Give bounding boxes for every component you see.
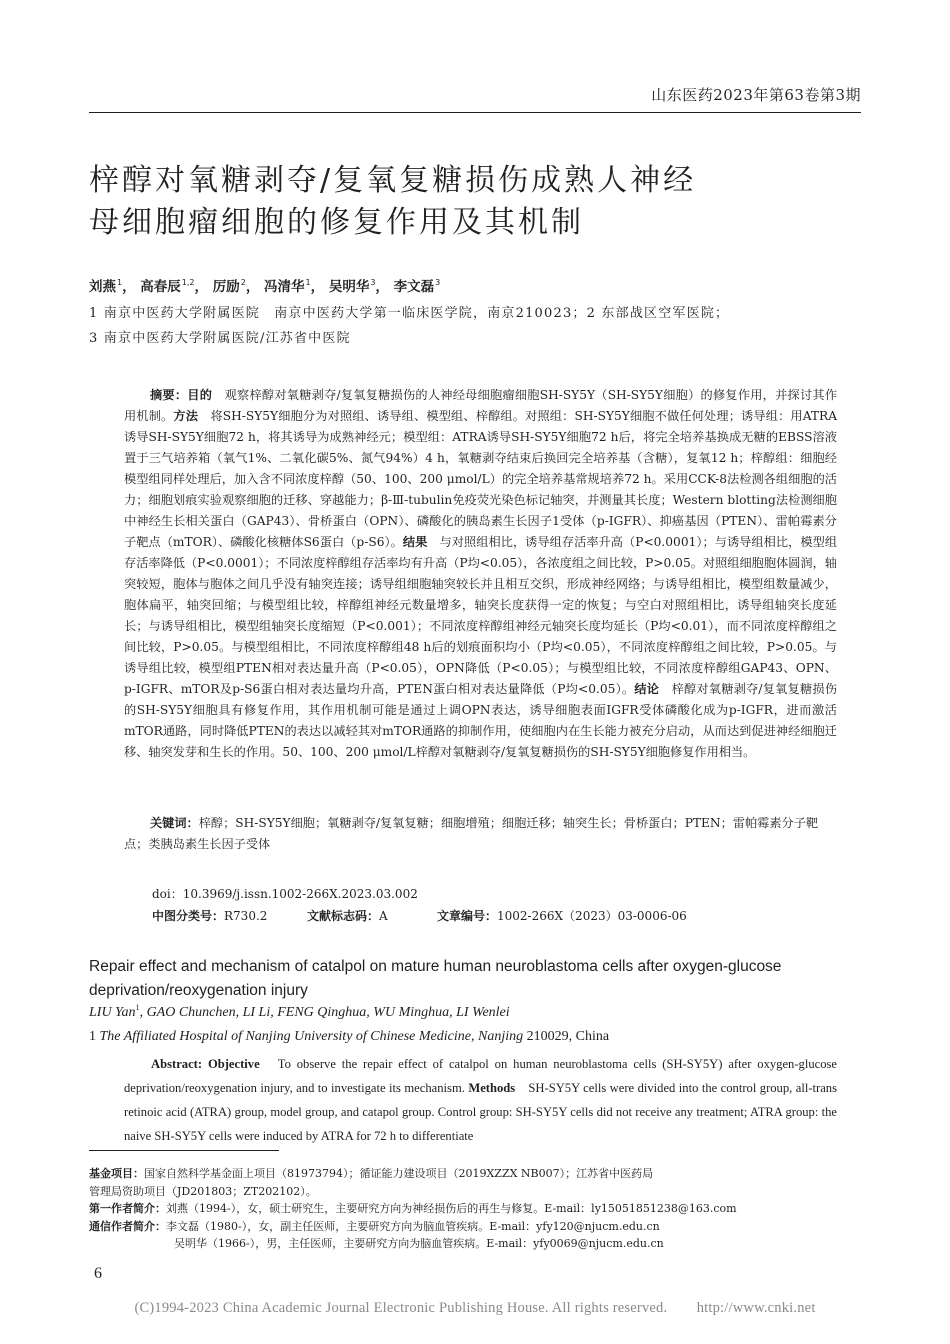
corresponding-author-note xyxy=(89,1218,789,1236)
author-sep: ， xyxy=(245,279,260,295)
document-code xyxy=(307,907,437,924)
first-author-label: 第一作者简介： xyxy=(89,1202,166,1215)
title-line-1: 梓醇对氧糖剥夺/复氧复糖损伤成熟人神经 xyxy=(89,163,697,198)
objective-en-text: To observe the repair effect of catalpol on human neuroblastoma cells (SH-SY5Y) after oxygen-glucose deprivation/reoxygenation injury, and to investigate its mechanism. xyxy=(124,1057,838,1095)
author-sep: ， xyxy=(375,279,389,295)
author-sep: , xyxy=(366,1005,374,1020)
methods-label: 方法 xyxy=(173,409,199,423)
doi: doi：10.3969/j.issn.1002-266X.2023.03.002 xyxy=(152,887,418,901)
author-name: 冯清华 xyxy=(264,279,305,295)
first-author-note xyxy=(89,1200,789,1218)
affiliation-line-1: 1 南京中医药大学附属医院 南京中医药大学第一临床医学院，南京210023；2 东部战区空军医院； xyxy=(89,306,730,321)
author-sep: ， xyxy=(194,279,209,295)
fund-note xyxy=(89,1165,789,1183)
conclusion-label: 结论 xyxy=(634,682,660,696)
copyright-watermark: (C)1994-2023 China Academic Journal Electronic Publishing House. All rights reserved. http://www.cnki.net xyxy=(134,1300,816,1316)
article-number xyxy=(437,907,687,924)
author-name-en: LIU Yan xyxy=(89,1005,136,1020)
article-number-value: 1002-266X（2023）03-0006-06 xyxy=(497,909,687,923)
author-sep: , xyxy=(235,1005,243,1020)
methods-en-text: SH-SY5Y cells were divided into the control group, all-trans retinoic acid (ATRA) group, model group, and catapol group. Control group: SH-SY5Y cells did not receive any treatment; ATRA group: the naive SH-SY5Y cells were induced by ATRA for 72 h to differentiate xyxy=(124,1081,838,1143)
abstract-en-paragraph xyxy=(124,1052,837,1148)
author-affil-sup: 2 xyxy=(240,278,246,287)
corresponding-text-1: 李文磊（1980-），女，副主任医师，主要研究方向为脑血管疾病。E-mail：yfy120@njucm.edu.cn xyxy=(166,1219,660,1233)
author-affil-sup: 1 xyxy=(305,278,311,287)
author-affil-sup: 3 xyxy=(370,278,376,287)
author-name: 高春辰 xyxy=(140,279,181,295)
footnote-rule xyxy=(89,1150,279,1151)
clc-number xyxy=(152,907,307,924)
author-name: 厉励 xyxy=(212,279,240,295)
author-affil-sup: 1,2 xyxy=(181,278,195,287)
abstract-en-label: Abstract: xyxy=(151,1057,203,1071)
author-sep: ， xyxy=(310,279,325,295)
objective-en-label: Objective xyxy=(202,1057,260,1071)
keywords-cn xyxy=(124,813,837,855)
objective-text: 观察梓醇对氧糖剥夺/复氧复糖损伤的人神经母细胞瘤细胞SH-SY5Y（SH-SY5Y细胞）的修复作用，并探讨其作用机制。 xyxy=(124,388,838,423)
affiliation-en xyxy=(89,1029,609,1045)
abstract-cn-paragraph xyxy=(124,385,837,763)
methods-text: 将SH-SY5Y细胞分为对照组、诱导组、模型组、梓醇组。对照组：SH-SY5Y细胞不做任何处理；诱导组：用ATRA诱导SH-SY5Y细胞72 h，将其诱导为成熟神经元；模型组：ATRA诱导SH-SY5Y细胞72 h后，将完全培养基换成无糖的EBSS溶液置于三气培养箱（氧气1%、二氧化碳5%、氮气94%）4 h，氧糖剥夺结束后换回完全培养基（含糖），复氧12 h；梓醇组：细胞经模型组同样处理后，加入含不同浓度梓醇（50、100、200 μmol/L）的完全培养基常规培养72 h。采用CCK-8法检测各组细胞的活力；细胞划痕实验观察细胞的迁移、穿越能力；β-Ⅲ-tubulin免疫荧光染色标记轴突，并测量其长度；Western blotting法检测细胞中神经生长相关蛋白（GAP43）、骨桥蛋白（OPN）、磷酸化的胰岛素生长因子1受体（p-IGFR）、抑癌基因（PTEN）、雷帕霉素分子靶点（mTOR）、磷酸化核糖体S6蛋白（p-S6）。 xyxy=(124,409,838,549)
clc-label: 中图分类号： xyxy=(152,909,225,923)
author-name: 李文磊 xyxy=(393,279,435,295)
author-name-en: WU Minghua xyxy=(373,1005,450,1020)
author-affil-sup-en: 1 xyxy=(135,1003,140,1012)
results-text: 与对照组相比，诱导组存活率升高（P<0.0001）；与诱导组相比，模型组存活率降低（P<0.0001）；不同浓度梓醇组存活率均有升高（P均<0.05），各浓度组之间比较，P>0.05。对照组细胞胞体圆润，轴突较短，胞体与胞体之间几乎没有轴突连接；诱导组细胞轴突较长并且相互交织，形成神经网络；与诱导组相比，模型组数量减少，胞体扁平，轴突回缩；与模型组比较，梓醇组神经元数量增多，轴突长度获得一定的恢复；与空白对照组相比，诱导组轴突长度延长；与诱导组相比，模型组轴突长度缩短（P<0.001）；不同浓度梓醇组神经元轴突长度均延长（P均<0.01），而不同浓度梓醇组之间比较，P>0.05。与模型组相比，不同浓度梓醇组48 h后的划痕面积均小（P均<0.05），不同浓度梓醇组之间比较，P>0.05。与诱导组比较，模型组PTEN相对表达量升高（P<0.05），OPN降低（P<0.05）；与模型组比较，不同浓度梓醇组GAP43、OPN、p-IGFR、mTOR及p-S6蛋白相对表达量均升高，PTEN蛋白相对表达量降低（P均<0.05）。 xyxy=(124,535,838,696)
clc-value: R730.2 xyxy=(224,909,268,923)
header-rule xyxy=(89,112,861,113)
author-list-en xyxy=(89,1003,510,1021)
author-list-cn xyxy=(89,275,440,295)
title-line-2: 母细胞瘤细胞的修复作用及其机制 xyxy=(89,205,584,240)
author-affil-sup: 3 xyxy=(435,278,441,287)
author-name-en: LI Li xyxy=(242,1005,271,1020)
results-label: 结果 xyxy=(402,535,428,549)
affiliation-institution: The Affiliated Hospital of Nanjing University of Chinese Medicine, Nanjing xyxy=(99,1029,524,1044)
affiliation-line-2: 3 南京中医药大学附属医院/江苏省中医院 xyxy=(89,331,351,346)
abstract-en xyxy=(124,1052,837,1148)
affiliation-number: 1 xyxy=(89,1029,100,1044)
fund-label: 基金项目： xyxy=(89,1167,144,1180)
author-sep: ， xyxy=(122,279,136,295)
article-title-en: Repair effect and mechanism of catalpol on mature human neuroblastoma cells after oxygen-glucose deprivation/reoxygenation injury xyxy=(89,958,782,999)
author-name-en: LI Wenlei xyxy=(456,1005,510,1020)
author-sep: , xyxy=(270,1005,278,1020)
affiliation-postcode: 210029, China xyxy=(523,1029,610,1044)
doc-code-label: 文献标志码： xyxy=(307,909,380,923)
abstract-label: 摘要： xyxy=(150,388,188,402)
keywords-label: 关键词： xyxy=(150,816,199,830)
conclusion-text: 梓醇对氧糖剥夺/复氧复糖损伤的SH-SY5Y细胞具有修复作用，其作用机制可能是通过上调OPN表达，诱导细胞表面IGFR受体磷酸化成为p-IGFR，进而激活mTOR通路，同时降低PTEN的表达以减轻其对mTOR通路的抑制作用，使细胞内在生长能力被充分启动，从而达到促进神经细胞迁移、轴突发芽和生长的作用。50、100、200 μmol/L梓醇对氧糖剥夺/复氧复糖损伤的SH-SY5Y细胞修复作用相当。 xyxy=(124,682,838,759)
fund-note-cont: 管理局资助项目（JD201803；ZT202102）。 xyxy=(89,1184,317,1198)
author-name: 刘燕 xyxy=(89,279,116,295)
first-author-text: 刘燕（1994-），女，硕士研究生，主要研究方向为神经损伤后的再生与修复。E-mail：ly15051851238@163.com xyxy=(166,1202,737,1215)
page-number: 6 xyxy=(94,1265,102,1282)
author-name-en: GAO Chunchen xyxy=(146,1005,236,1020)
objective-label: 目的 xyxy=(187,388,213,402)
fund-text: 国家自然科学基金面上项目（81973794）；循证能力建设项目（2019XZZX NB007）；江苏省中医药局 xyxy=(144,1167,654,1180)
author-sep: , xyxy=(449,1005,457,1020)
author-name-en: FENG Qinghua xyxy=(277,1005,367,1020)
classification-line xyxy=(152,907,752,924)
journal-header: 山东医药2023年第63卷第3期 xyxy=(651,86,861,104)
doc-code-value: A xyxy=(379,909,388,923)
article-title-cn xyxy=(89,160,869,244)
footnotes xyxy=(89,1165,789,1253)
methods-en-label: Methods xyxy=(464,1081,516,1095)
abstract-cn xyxy=(124,385,837,763)
corresponding-author-note-2: 吴明华（1966-），男，主任医师，主要研究方向为脑血管疾病。E-mail：yfy0069@njucm.edu.cn xyxy=(174,1237,664,1250)
article-number-label: 文章编号： xyxy=(437,909,498,923)
author-name: 吴明华 xyxy=(328,279,370,295)
keywords-text: 梓醇；SH-SY5Y细胞；氧糖剥夺/复氧复糖；细胞增殖；细胞迁移；轴突生长；骨桥蛋白；PTEN；雷帕霉素分子靶点；类胰岛素生长因子受体 xyxy=(124,816,819,851)
author-affil-sup: 1 xyxy=(117,278,123,287)
author-sep: , xyxy=(139,1005,147,1020)
corresponding-label: 通信作者简介： xyxy=(89,1219,166,1233)
